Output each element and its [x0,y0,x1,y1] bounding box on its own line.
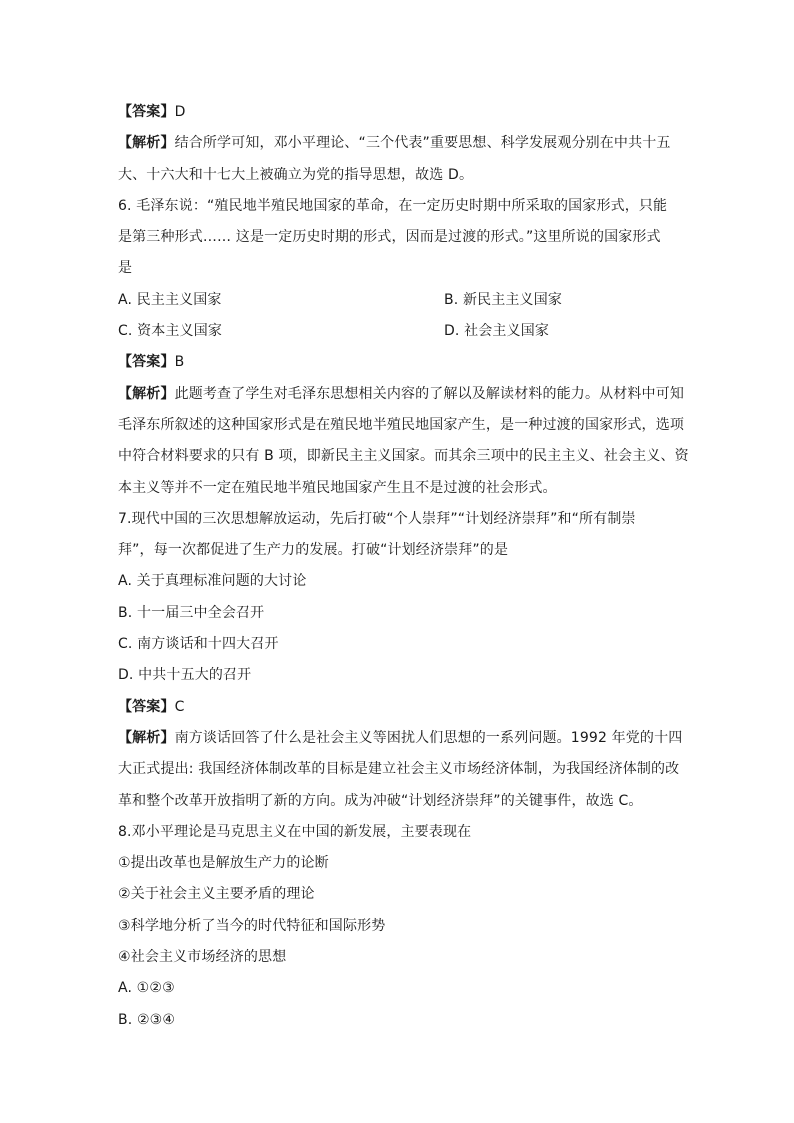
analysis-line [118,723,684,754]
answer-line [118,347,684,378]
analysis-label: 【解析】 [118,385,175,402]
analysis-text: 南方谈话回答了什么是社会主义等困扰人们思想的一系列问题。1992 年党的十四 [174,729,683,746]
option-item: ④社会主义市场经济的思想 [118,949,287,966]
answer-label: 【答案】 [118,354,175,371]
analysis-line [118,473,684,504]
answer-label: 【答案】 [118,698,175,715]
analysis-text: 本主义等并不一定在殖民地半殖民地国家产生且不是过渡的社会形式。 [118,479,557,496]
analysis-text: 革和整个改革开放指明了新的方向。成为冲破“计划经济崇拜”的关键事件，故选 C。 [118,792,643,809]
analysis-line [118,410,684,441]
option-item: D. 中共十五大的召开 [118,667,252,684]
option-item: B. ②③④ [118,1011,176,1028]
answer-line [118,692,684,723]
option-item: A. ①②③ [118,980,175,997]
option-item: B. 十一届三中全会召开 [118,604,265,621]
option-item: B. 新民主主义国家 [444,291,563,308]
answer-line [118,97,684,128]
option-item: ①提出改革也是解放生产力的论断 [118,855,329,872]
analysis-label: 【解析】 [118,729,175,746]
analysis-text: 结合所学可知，邓小平理论、“三个代表”重要思想、科学发展观分别在中共十五 [174,135,671,152]
analysis-line [118,786,684,817]
answer-value: C [174,698,185,715]
option-row [118,316,684,347]
option-item: ③科学地分析了当今的时代特征和国际形势 [118,917,386,934]
analysis-text: 此题考查了学生对毛泽东思想相关内容的了解以及解读材料的能力。从材料中可知 [174,385,685,402]
question-stem-line: 是第三种形式…… 这是一定历史时期的形式，因而是过渡的形式。”这里所说的国家形式 [118,229,661,246]
option-item: D. 社会主义国家 [444,323,550,340]
answer-value: B [174,354,185,371]
analysis-text: 大正式提出: 我国经济体制改革的目标是建立社会主义市场经济体制，为我国经济体制的改 [118,761,680,778]
analysis-label: 【解析】 [118,135,175,152]
analysis-line [118,379,684,410]
analysis-text: 大、十六大和十七大上被确立为党的指导思想，故选 D。 [118,166,474,183]
analysis-text: 中符合材料要求的只有 B 项，即新民主主义国家。而其余三项中的民主主义、社会主义、资 [118,448,689,465]
option-item: A. 民主主义国家 [118,291,222,308]
analysis-line [118,160,684,191]
option-row [118,285,684,316]
question-stem-line: 是 [118,260,133,277]
analysis-line [118,441,689,472]
analysis-line [118,754,684,785]
option-item: A. 关于真理标准问题的大讨论 [118,573,307,590]
option-item: C. 资本主义国家 [118,323,223,340]
question-stem-line: 7.现代中国的三次思想解放运动，先后打破“个人崇拜”“计划经济崇拜”和“所有制崇 [118,510,636,527]
analysis-line [118,128,684,159]
answer-value: D [174,104,186,120]
option-item: ②关于社会主义主要矛盾的理论 [118,886,315,903]
question-content [118,97,689,1036]
analysis-text: 毛泽东所叙述的这种国家形式是在殖民地半殖民地国家产生，是一种过渡的国家形式，选项 [118,416,684,433]
question-stem-line: 8.邓小平理论是马克思主义在中国的新发展，主要表现在 [118,823,472,840]
question-stem-line: 6. 毛泽东说：“殖民地半殖民地国家的革命，在一定历史时期中所采取的国家形式，只能 [118,197,668,214]
question-stem-line: 拜”，每一次都促进了生产力的发展。打破“计划经济崇拜”的是 [118,542,509,559]
answer-label: 【答案】 [118,104,175,120]
option-item: C. 南方谈话和十四大召开 [118,636,279,653]
